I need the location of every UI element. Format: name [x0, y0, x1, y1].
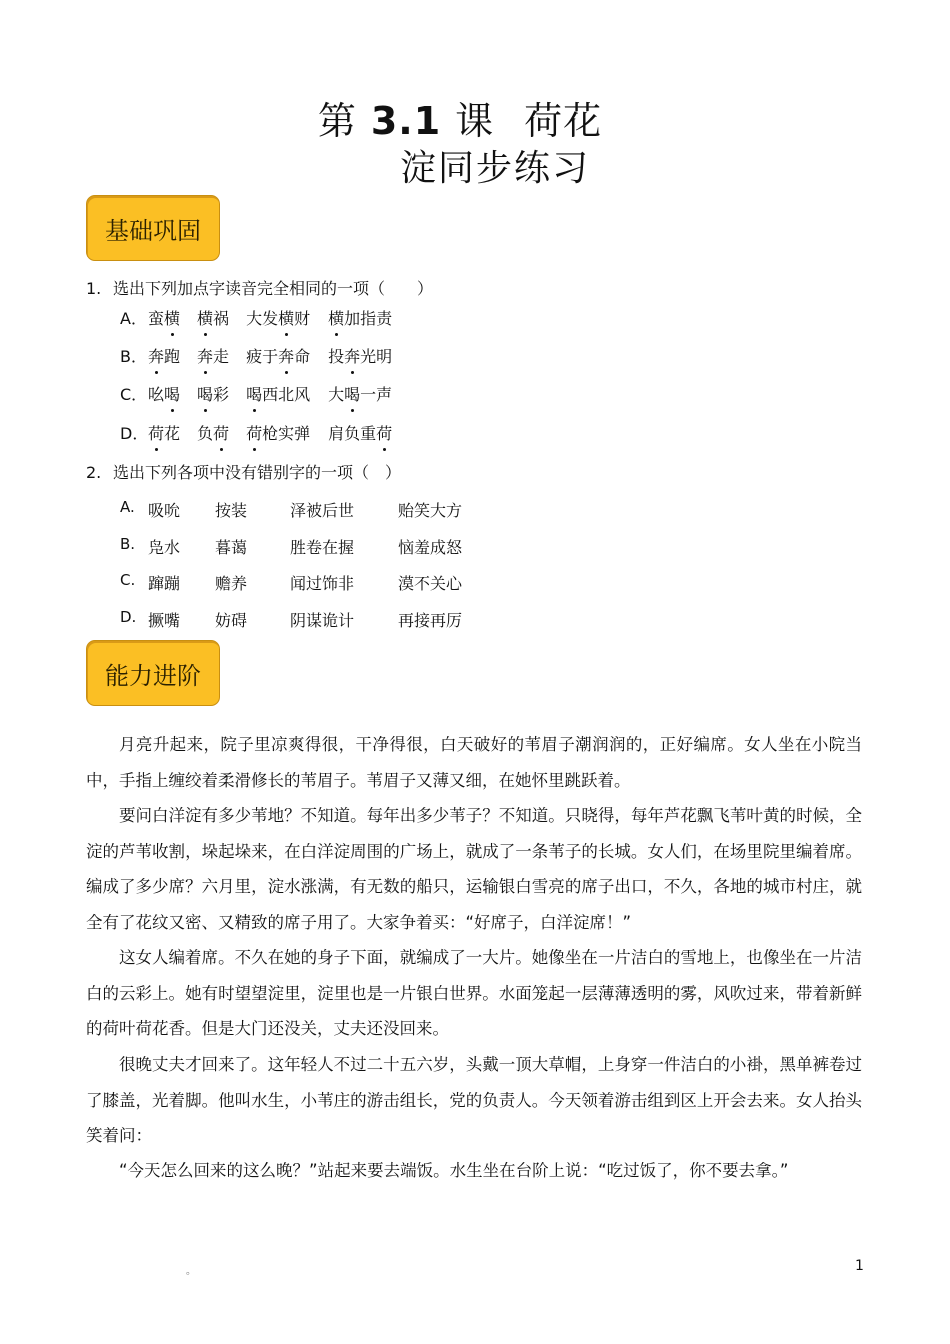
option-word: 再接再厉 [398, 611, 463, 630]
footer-mark: 。 [186, 1266, 196, 1277]
option-word: 蹿蹦 [148, 574, 181, 593]
option-word: 喝西北风 [246, 382, 310, 405]
option-word: 赡养 [215, 574, 248, 593]
option-word: 暮蔼 [215, 538, 248, 557]
option-word: 贻笑大方 [398, 501, 463, 520]
option-word: 妨碍 [215, 611, 248, 630]
option-word: 泽被后世 [290, 501, 355, 520]
q1-option-b [120, 344, 392, 367]
option-label: C． [120, 385, 148, 404]
option-word: 负荷 [197, 421, 229, 444]
option-label: B. [120, 535, 136, 553]
passage-paragraph: 很晚丈夫才回来了。这年轻人不过二十五六岁，头戴一顶大草帽，上身穿一件洁白的小褂，黑单裤卷过了膝盖，光着脚。他叫水生，小苇庄的游击组长，党的负责人。今天领着游击组到区上开会去来。女人抬头笑着问： [86, 1055, 862, 1146]
option-word: 按装 [215, 501, 248, 520]
q2-option-d [120, 608, 480, 632]
q1-option-d [120, 421, 392, 444]
option-label: D． [120, 424, 149, 443]
option-word: 喝彩 [197, 382, 229, 405]
question-stem: 选出下列各项中没有错别字的一项（ ） [113, 463, 402, 482]
option-word: 肩负重荷 [328, 421, 392, 444]
option-label: A. [120, 498, 135, 516]
option-word: 奔跑 [148, 344, 180, 367]
passage-paragraph: 要问白洋淀有多少苇地？不知道。每年出多少苇子？不知道。只晓得，每年芦花飘飞苇叶黄的时候，全淀的芦苇收割，垛起垛来，在白洋淀周围的广场上，就成了一条苇子的长城。女人们，在场里院里编着席。编成了多少席？六月里，淀水涨满，有无数的船只，运输银白雪亮的席子出口，不久，各地的城市村庄，就全有了花纹又密、又精致的席子用了。大家争着买：“好席子，白洋淀席！” [86, 806, 862, 932]
question-stem: 选出下列加点字读音完全相同的一项（ ） [113, 279, 434, 298]
q2-option-c [120, 571, 480, 595]
page-title [0, 90, 920, 145]
section-badge-basic: 基础巩固 [86, 195, 220, 261]
question-1 [86, 276, 433, 299]
title-prefix: 第 [317, 99, 357, 143]
option-word: 荷花 [148, 421, 180, 444]
option-word: 大发横财 [246, 306, 310, 329]
option-word: 撅嘴 [148, 611, 181, 630]
q1-option-c [120, 382, 392, 405]
option-word: 疲于奔命 [246, 344, 310, 367]
q1-option-a [120, 306, 392, 329]
question-number: 1. [86, 279, 102, 298]
question-number: 2. [86, 463, 102, 482]
lesson-number: 3.1 [370, 99, 442, 143]
option-word: 大喝一声 [328, 382, 392, 405]
option-word: 吆喝 [148, 382, 180, 405]
option-word: 横祸 [197, 306, 229, 329]
option-word: 横加指责 [328, 306, 392, 329]
passage-paragraph: “今天怎么回来的这么晚？”站起来要去端饭。水生坐在台阶上说：“吃过饭了，你不要去拿。” [119, 1161, 789, 1180]
option-word: 胜卷在握 [290, 538, 355, 557]
option-label: C. [120, 571, 136, 589]
q2-option-b [120, 535, 480, 559]
question-2 [86, 460, 401, 483]
option-word: 投奔光明 [328, 344, 392, 367]
option-word: 漠不关心 [398, 574, 463, 593]
option-label: D. [120, 608, 137, 626]
title-name: 荷花 [524, 99, 603, 143]
option-word: 凫水 [148, 538, 181, 557]
page-number: 1 [855, 1258, 864, 1274]
option-word: 阴谋诡计 [290, 611, 355, 630]
option-word: 奔走 [197, 344, 229, 367]
passage-paragraph: 这女人编着席。不久在她的身子下面，就编成了一大片。她像坐在一片洁白的雪地上，也像坐在一片洁白的云彩上。她有时望望淀里，淀里也是一片银白世界。水面笼起一层薄薄透明的雾，风吹过来，带着新鲜的荷叶荷花香。但是大门还没关，丈夫还没回来。 [86, 948, 862, 1039]
option-word: 蛮横 [148, 306, 180, 329]
passage-paragraph: 月亮升起来，院子里凉爽得很，干净得很，白天破好的苇眉子潮润润的，正好编席。女人坐在小院当中，手指上缠绞着柔滑修长的苇眉子。苇眉子又薄又细，在她怀里跳跃着。 [86, 735, 862, 790]
title-mid: 课 [455, 99, 495, 143]
section-badge-advanced: 能力进阶 [86, 640, 220, 706]
q2-option-a [120, 498, 480, 522]
page-subtitle: 淀同步练习 [400, 148, 591, 189]
option-label: B． [120, 347, 147, 366]
option-word: 荷枪实弹 [246, 421, 310, 444]
option-word: 恼羞成怒 [398, 538, 463, 557]
option-label: A． [120, 309, 147, 328]
option-word: 吸吮 [148, 501, 181, 520]
option-word: 闻过饰非 [290, 574, 355, 593]
